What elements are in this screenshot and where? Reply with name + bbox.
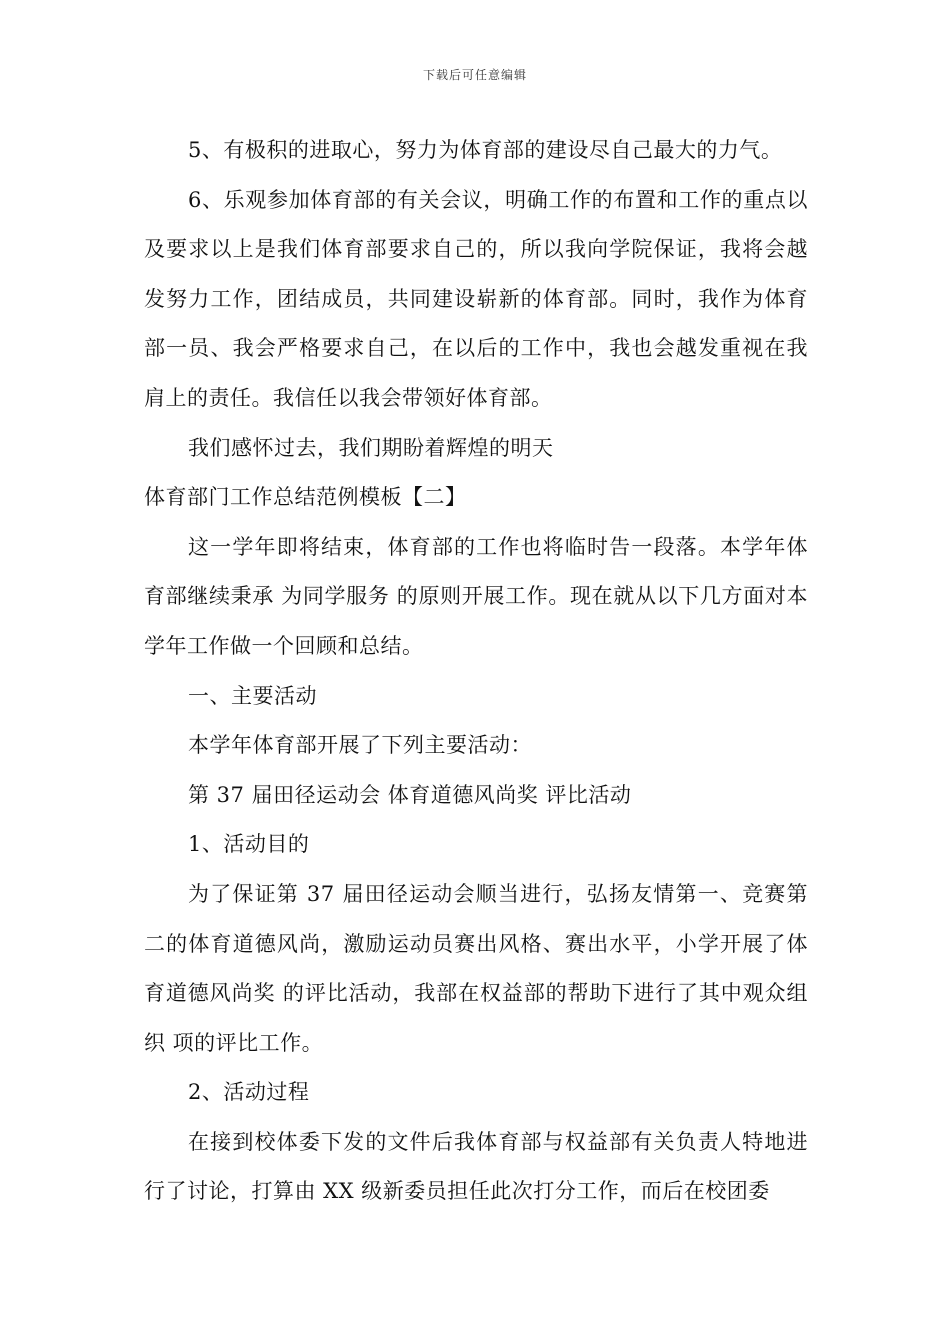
- heading-activity-purpose: 1、活动目的: [188, 832, 310, 857]
- activity-title: 第 37 届田径运动会 体育道德风尚奖 评比活动: [188, 782, 632, 807]
- paragraph-activity-purpose: 为了保证第 37 届田径运动会顺当进行，弘扬友情第一、竞赛第二的体育道德风尚，激励运动员赛出风格、赛出水平，小学开展了体育道德风尚奖 的评比活动，我部在权益部的帮助下进行了其中观众组织 项的评比工作。: [144, 881, 808, 1055]
- page-header: 下载后可任意编辑: [422, 68, 527, 82]
- paragraph-item-6: 6、乐观参加体育部的有关会议，明确工作的布置和工作的重点以及要求以上是我们体育部要求自己的，所以我向学院保证，我将会越发努力工作，团结成员，共同建设崭新的体育部。同时，我作为体育部一员、我会严格要求自己，在以后的工作中，我也会越发重视在我肩上的责任。我信任以我会带领好体育部。: [144, 187, 808, 410]
- heading-main-activities: 一、主要活动: [188, 683, 317, 708]
- heading-activity-process: 2、活动过程: [188, 1080, 310, 1105]
- paragraph-item-5: 5、有极积的进取心，努力为体育部的建设尽自己最大的力气。: [188, 138, 783, 162]
- paragraph-activity-process: 在接到校体委下发的文件后我体育部与权益部有关负责人特地进行了讨论，打算由 XX 级新委员担任此次打分工作，而后在校团委: [144, 1129, 808, 1204]
- paragraph-activities-lead: 本学年体育部开展了下列主要活动：: [188, 733, 532, 758]
- paragraph-intro: 这一学年即将结束，体育部的工作也将临时告一段落。本学年体育部继续秉承 为同学服务 的原则开展工作。现在就从以下几方面对本学年工作做一个回顾和总结。: [144, 534, 808, 658]
- section-title: 体育部门工作总结范例模板【二】: [144, 485, 467, 510]
- paragraph-closing: 我们感怀过去，我们期盼着辉煌的明天: [188, 435, 554, 460]
- document-body: [144, 126, 808, 1217]
